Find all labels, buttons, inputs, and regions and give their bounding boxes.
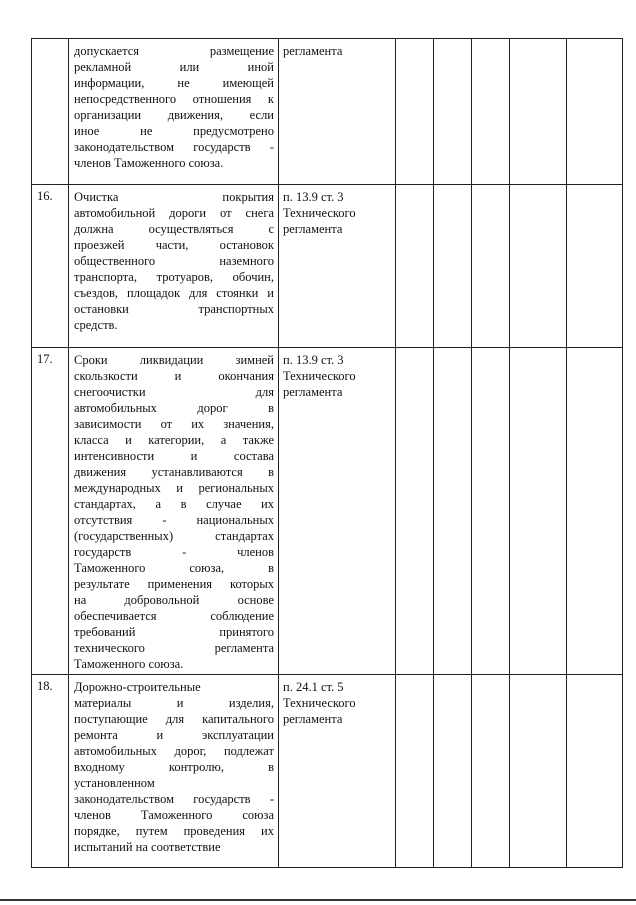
reference-line: Технического	[283, 206, 356, 220]
reference-cell	[279, 185, 396, 348]
row-number: 17.	[32, 348, 69, 675]
requirement-line: общественного наземного	[74, 254, 274, 268]
empty-cell	[567, 39, 623, 185]
empty-cell	[510, 39, 567, 185]
requirement-line: допускается размещение	[74, 44, 274, 58]
empty-cell	[510, 185, 567, 348]
requirement-line: Очистка покрытия	[74, 190, 274, 204]
table-row	[32, 185, 623, 348]
requirement-line: снегоочистки для	[74, 385, 274, 399]
requirement-line: интенсивности и состава	[74, 449, 274, 463]
reference-line: регламента	[283, 712, 343, 726]
row-number: 16.	[32, 185, 69, 348]
empty-cell	[396, 39, 434, 185]
requirement-cell	[69, 39, 279, 185]
requirement-line: стандартах, а в случае их	[74, 497, 274, 511]
requirement-line: испытаний на соответствие	[74, 840, 221, 854]
requirement-line: непосредственного отношения к	[74, 92, 274, 106]
requirement-line: транспорта, тротуаров, обочин,	[74, 270, 274, 284]
empty-cell	[396, 185, 434, 348]
requirement-line: иное не предусмотрено	[74, 124, 274, 138]
requirement-line: международных и региональных	[74, 481, 274, 495]
requirement-line: входному контролю, в	[74, 760, 274, 774]
reference-cell	[279, 675, 396, 868]
reference-cell	[279, 348, 396, 675]
requirement-line: рекламной или иной	[74, 60, 274, 74]
requirement-line: автомобильных дорог в	[74, 401, 274, 415]
requirement-line: обеспечивается соблюдение	[74, 609, 274, 623]
requirement-line: (государственных) стандартах	[74, 529, 274, 543]
requirement-line: Сроки ликвидации зимней	[74, 353, 274, 367]
requirement-line: зависимости от их значения,	[74, 417, 274, 431]
table-row	[32, 675, 623, 868]
page-bottom-rule	[0, 899, 636, 901]
empty-cell	[567, 185, 623, 348]
requirement-line: требований принятого	[74, 625, 274, 639]
table-row	[32, 39, 623, 185]
reference-line: п. 13.9 ст. 3	[283, 353, 344, 367]
requirement-cell	[69, 675, 279, 868]
empty-cell	[472, 185, 510, 348]
requirement-line: ремонта и эксплуатации	[74, 728, 274, 742]
requirement-line: организации движения, если	[74, 108, 274, 122]
requirement-line: автомобильной дороги от снега	[74, 206, 274, 220]
requirement-line: законодательством государств -	[74, 792, 274, 806]
requirement-line: материалы и изделия,	[74, 696, 274, 710]
requirement-line: проезжей части, остановок	[74, 238, 274, 252]
requirement-line: государств - членов	[74, 545, 274, 559]
empty-cell	[567, 675, 623, 868]
requirement-line: членов Таможенного союза	[74, 808, 274, 822]
requirement-line: порядке, путем проведения их	[74, 824, 274, 838]
requirement-line: законодательством государств -	[74, 140, 274, 154]
requirement-line: скользкости и окончания	[74, 369, 274, 383]
requirement-line: на добровольной основе	[74, 593, 274, 607]
requirement-line: класса и категории, а также	[74, 433, 274, 447]
requirement-line: информации, не имеющей	[74, 76, 274, 90]
requirement-line: членов Таможенного союза.	[74, 156, 224, 170]
requirement-line: отсутствия - национальных	[74, 513, 274, 527]
empty-cell	[396, 348, 434, 675]
requirement-line: Таможенного союза.	[74, 657, 184, 671]
requirements-table	[31, 38, 623, 868]
requirement-line: технического регламента	[74, 641, 274, 655]
requirement-cell	[69, 185, 279, 348]
reference-cell	[279, 39, 396, 185]
requirement-line: съездов, площадок для стоянки и	[74, 286, 274, 300]
empty-cell	[567, 348, 623, 675]
reference-line: регламента	[283, 222, 343, 236]
reference-line: п. 24.1 ст. 5	[283, 680, 344, 694]
reference-line: п. 13.9 ст. 3	[283, 190, 344, 204]
empty-cell	[396, 675, 434, 868]
requirement-line: Таможенного союза, в	[74, 561, 274, 575]
reference-line: регламента	[283, 44, 343, 58]
requirement-line: поступающие для капитального	[74, 712, 274, 726]
requirement-line: остановки транспортных	[74, 302, 274, 316]
requirement-line: движения устанавливаются в	[74, 465, 274, 479]
requirement-line: результате применения которых	[74, 577, 274, 591]
empty-cell	[434, 675, 472, 868]
requirement-line: средств.	[74, 318, 118, 332]
empty-cell	[434, 348, 472, 675]
empty-cell	[472, 39, 510, 185]
requirement-line: установленном	[74, 776, 155, 790]
reference-line: Технического	[283, 369, 356, 383]
empty-cell	[472, 348, 510, 675]
empty-cell	[510, 675, 567, 868]
empty-cell	[472, 675, 510, 868]
reference-line: Технического	[283, 696, 356, 710]
reference-line: регламента	[283, 385, 343, 399]
requirement-line: должна осуществляться с	[74, 222, 274, 236]
empty-cell	[434, 185, 472, 348]
empty-cell	[434, 39, 472, 185]
requirement-line: Дорожно-строительные	[74, 680, 201, 694]
requirement-cell	[69, 348, 279, 675]
requirement-line: автомобильных дорог, подлежат	[74, 744, 274, 758]
document-sheet	[31, 38, 622, 868]
row-number: 18.	[32, 675, 69, 868]
empty-cell	[510, 348, 567, 675]
row-number	[32, 39, 69, 185]
table-row	[32, 348, 623, 675]
